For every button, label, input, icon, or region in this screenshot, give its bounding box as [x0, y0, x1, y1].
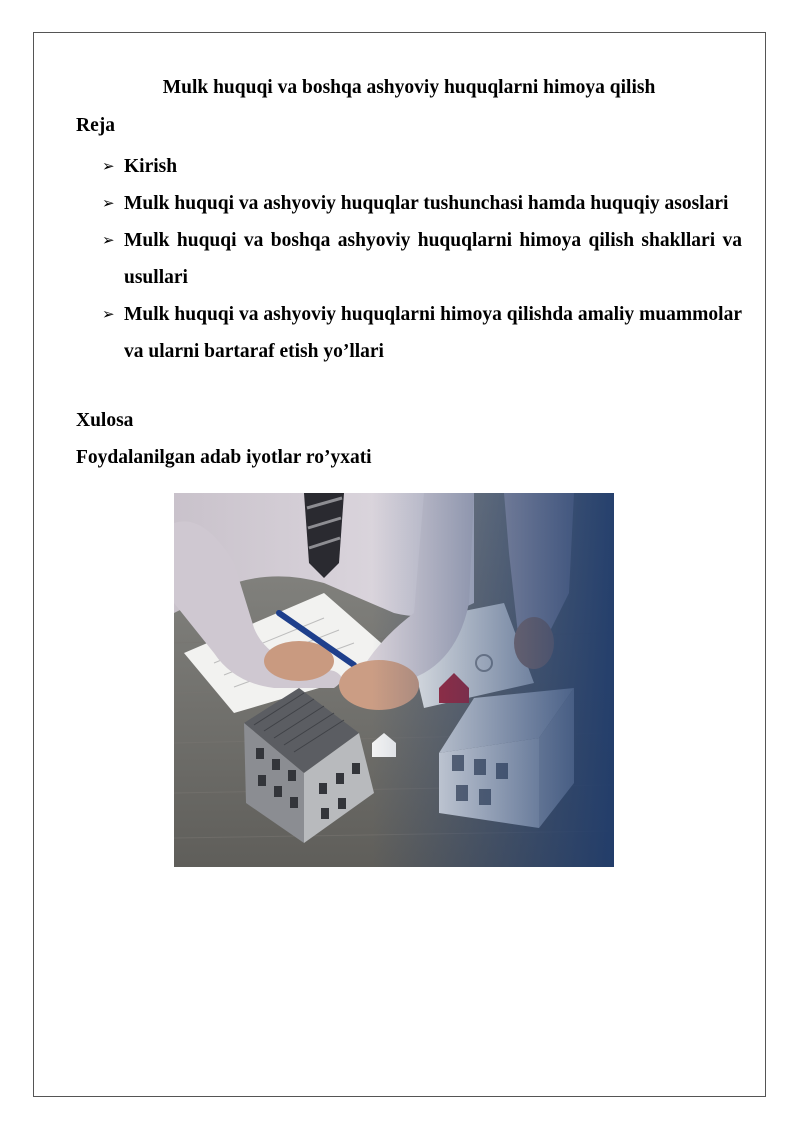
arrow-bullet-icon: ➢ — [102, 194, 115, 212]
plan-item-text: Kirish — [124, 156, 178, 177]
plan-item-text: Mulk huquqi va ashyoviy huquqlar tushunchasi hamda huquqiy asoslari — [124, 193, 729, 214]
conclusion-heading: Xulosa — [76, 410, 134, 431]
arrow-bullet-icon: ➢ — [102, 231, 115, 249]
plan-item — [102, 185, 742, 222]
plan-item-text: Mulk huquqi va boshqa ashyoviy huquqlarni himoya qilish shakllari va usullari — [124, 230, 742, 288]
house-models-photo — [174, 493, 614, 867]
arrow-bullet-icon: ➢ — [102, 157, 115, 175]
document-title: Mulk huquqi va boshqa ashyoviy huquqlarni himoya qilish — [162, 77, 656, 98]
plan-item — [102, 222, 742, 296]
plan-item — [102, 148, 742, 185]
plan-heading: Reja — [76, 115, 115, 136]
plan-item — [102, 296, 742, 370]
plan-list — [102, 148, 742, 370]
plan-item-text: Mulk huquqi va ashyoviy huquqlarni himoya qilishda amaliy muammolar va ularni bartaraf etish yo’llari — [124, 304, 742, 362]
references-heading: Foydalanilgan adab iyotlar ro’yxati — [76, 447, 372, 468]
arrow-bullet-icon: ➢ — [102, 305, 115, 323]
